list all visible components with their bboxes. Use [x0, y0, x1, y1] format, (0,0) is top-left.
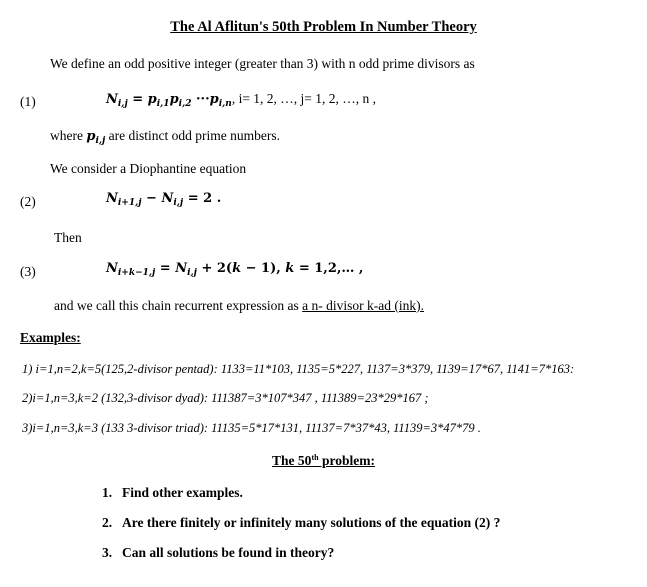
- equation-number-3: (3): [20, 264, 36, 279]
- then-line: Then: [54, 230, 82, 245]
- question-1: 1. Find other examples.: [102, 485, 243, 500]
- question-3: 3. Can all solutions be found in theory?: [102, 545, 335, 560]
- equation-1: $N_{i,j} = p_{i,1}p_{i,2} \cdot\cdot\cdot p_{i,n}$, i= 1, 2, …, j= 1, 2, …, n ,: [106, 91, 377, 109]
- example-1: 1) i=1,n=2,k=5(125,2-divisor pentad): 1133=11*103, 1135=5*227, 1137=3*379, 1139=17*67, 1141=7*163:: [22, 362, 575, 376]
- page-title: The Al Aflitun's 50th Problem In Number Theory: [170, 19, 477, 35]
- where-text: are distinct odd prime numbers.: [105, 128, 280, 143]
- equation-2: $N_{i+1,j} - N_{i,j} = 2$ .: [106, 191, 222, 208]
- equation-number-2: (2): [20, 194, 36, 209]
- equation-3: $N_{i+k-1,j} = N_{i,j} + 2(k - 1)$, k = 1,2,… ,: [106, 261, 364, 278]
- chain-term: a n- divisor k-ad (ink).: [302, 298, 424, 313]
- equation-number-1: (1): [20, 94, 36, 109]
- equation-1-range: , i= 1, 2, …, j= 1, 2, …, n ,: [231, 91, 377, 106]
- example-3: 3)i=1,n=3,k=3 (133 3-divisor triad): 11135=5*17*131, 11137=7*37*43, 11139=3*47*79 .: [22, 421, 481, 435]
- where-line: where $p_{i,j}$ are distinct odd prime numbers.: [50, 128, 280, 146]
- chain-text: and we call this chain recurrent expression as: [54, 298, 303, 313]
- problem-heading: The 50th problem:: [272, 453, 375, 468]
- examples-heading: Examples:: [20, 330, 81, 345]
- question-2: 2. Are there finitely or infinitely many solutions of the equation (2) ?: [102, 515, 501, 530]
- intro-paragraph: We define an odd positive integer (greater than 3) with n odd prime divisors as: [50, 56, 475, 71]
- consider-line: We consider a Diophantine equation: [50, 161, 247, 176]
- example-2: 2)i=1,n=3,k=2 (132,3-divisor dyad): 111387=3*107*347 , 111389=23*29*167 ;: [22, 391, 429, 405]
- chain-line: [54, 298, 424, 314]
